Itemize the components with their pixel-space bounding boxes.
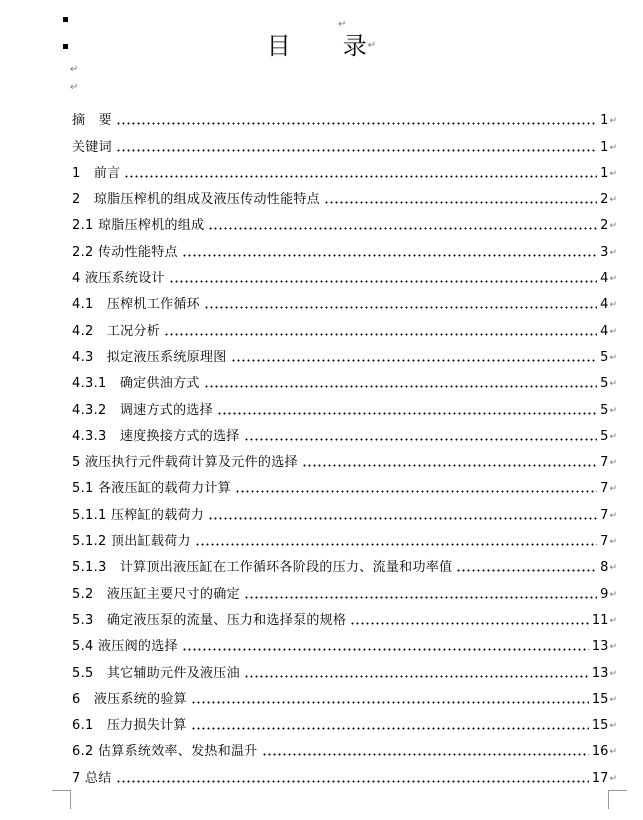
toc-entry-page-number: 5 (600, 428, 609, 444)
toc-entry-page-number: 4 (600, 271, 609, 287)
paragraph-mark-icon: ↵ (609, 142, 617, 153)
paragraph-mark-icon: ↵ (609, 458, 617, 469)
toc-entry[interactable] (72, 339, 617, 365)
toc-entry-label: 5.1.1 压榨缸的载荷力 (72, 507, 205, 523)
toc-entry[interactable] (72, 233, 617, 259)
paragraph-mark-icon: ↵ (609, 300, 617, 311)
toc-entry-label: 6.2 估算系统效率、发热和温升 (72, 744, 258, 760)
paragraph-mark-icon: ↵ (609, 247, 617, 258)
paragraph-mark-icon: ↵ (609, 352, 617, 363)
toc-entry-page-number: 5 (600, 376, 609, 392)
paragraph-mark-icon: ↵ (609, 379, 617, 390)
paragraph-mark-icon: ↵ (609, 484, 617, 495)
dot-leader (244, 664, 589, 678)
paragraph-mark-icon: ↵ (609, 116, 617, 127)
dot-leader (262, 742, 589, 756)
dot-leader (208, 506, 597, 520)
toc-entry[interactable] (72, 759, 617, 785)
dot-leader (169, 269, 597, 283)
toc-entry-page-number: 17 (591, 770, 609, 786)
dot-leader (182, 637, 589, 651)
paragraph-mark-icon: ↵ (609, 326, 617, 337)
toc-entry[interactable] (72, 128, 617, 154)
dot-leader (244, 585, 597, 599)
toc-entry-label: 5.4 液压阀的选择 (72, 639, 178, 655)
toc-entry-page-number: 4 (600, 323, 609, 339)
toc-entry[interactable] (72, 681, 617, 707)
toc-entry[interactable] (72, 391, 617, 417)
toc-entry-page-number: 5 (600, 402, 609, 418)
dot-leader (350, 611, 589, 625)
dot-leader (116, 111, 597, 125)
paragraph-mark-icon: ↵ (609, 563, 617, 574)
dot-leader (164, 322, 597, 336)
dot-leader (231, 348, 598, 362)
toc-entry-label: 2.1 琼脂压榨机的组成 (72, 218, 205, 234)
paragraph-mark-icon: ↵ (609, 615, 617, 626)
dot-leader (204, 295, 597, 309)
paragraph-mark-icon: ↵ (609, 195, 617, 206)
toc-entry-label: 6 液压系统的验算 (72, 691, 187, 707)
paragraph-mark-icon: ↵ (609, 431, 617, 442)
dot-leader (195, 532, 597, 546)
title-part-1: 目 (266, 32, 291, 60)
toc-entry[interactable] (72, 365, 617, 391)
toc-entry-page-number: 9 (600, 586, 609, 602)
dot-leader (302, 453, 597, 467)
toc-entry-page-number: 4 (600, 297, 609, 313)
toc-entry[interactable] (72, 444, 617, 470)
bullet-marker (63, 17, 68, 22)
toc-entry[interactable] (72, 181, 617, 207)
dot-leader (116, 769, 589, 783)
toc-entry-page-number: 2 (600, 218, 609, 234)
toc-entry-label: 4.1 压榨机工作循环 (72, 297, 200, 313)
toc-entry-label: 4.3.3 速度换接方式的选择 (72, 428, 240, 444)
toc-entry[interactable] (72, 575, 617, 601)
toc-entry-label: 4.2 工况分析 (72, 323, 161, 339)
dot-leader (191, 716, 589, 730)
toc-entry-label: 5.1.2 顶出缸载荷力 (72, 534, 191, 550)
title-part-2: 录 (342, 32, 367, 60)
dot-leader (116, 138, 597, 152)
toc-entry[interactable] (72, 102, 617, 128)
toc-entry-page-number: 7 (600, 534, 609, 550)
dot-leader (191, 690, 589, 704)
paragraph-mark-icon: ↵ (609, 274, 617, 285)
paragraph-mark-icon: ↵ (609, 589, 617, 600)
paragraph-mark-icon: ↵ (609, 537, 617, 548)
toc-entry-page-number: 11 (591, 612, 609, 628)
page-corner-mark (608, 790, 627, 809)
toc-entry[interactable] (72, 707, 617, 733)
toc-entry[interactable] (72, 654, 617, 680)
toc-entry-page-number: 15 (591, 718, 609, 734)
toc-entry-label: 2.2 传动性能特点 (72, 244, 178, 260)
paragraph-mark-icon: ↵ (338, 19, 347, 30)
toc-entry[interactable] (72, 733, 617, 759)
paragraph-mark-icon: ↵ (609, 694, 617, 705)
dot-leader (217, 401, 597, 415)
toc-entry-page-number: 15 (591, 691, 609, 707)
dot-leader (456, 558, 597, 572)
toc-entry-label: 4.3.1 确定供油方式 (72, 376, 200, 392)
toc-entry-page-number: 1 (600, 139, 609, 155)
paragraph-mark-icon: ↵ (609, 642, 617, 653)
paragraph-mark-icon: ↵ (609, 747, 617, 758)
toc-entry[interactable] (72, 602, 617, 628)
toc-entry-page-number: 7 (600, 507, 609, 523)
toc-entry[interactable] (72, 155, 617, 181)
paragraph-mark-icon: ↵ (609, 405, 617, 416)
toc-entry-page-number: 16 (591, 744, 609, 760)
toc-entry-page-number: 8 (600, 560, 609, 576)
toc-entry-label: 关键词 (72, 139, 112, 155)
toc-entry[interactable] (72, 496, 617, 522)
toc-entry[interactable] (72, 418, 617, 444)
paragraph-mark-icon: ↵ (609, 668, 617, 679)
paragraph-mark-icon: ↵ (367, 40, 377, 51)
toc-entry[interactable] (72, 312, 617, 338)
toc-entry[interactable] (72, 549, 617, 575)
toc-entry-label: 5.1 各液压缸的载荷力计算 (72, 481, 232, 497)
toc-entry-label: 5.3 确定液压泵的流量、压力和选择泵的规格 (72, 612, 347, 628)
toc-entry-page-number: 2 (600, 192, 609, 208)
toc-entry-label: 5 液压执行元件载荷计算及元件的选择 (72, 455, 298, 471)
toc-entry-page-number: 7 (600, 455, 609, 471)
paragraph-mark-icon: ↵ (70, 82, 79, 93)
toc-entry-page-number: 7 (600, 481, 609, 497)
dot-leader (235, 479, 597, 493)
toc-entry-label: 5.5 其它辅助元件及液压油 (72, 665, 240, 681)
paragraph-mark-icon: ↵ (609, 510, 617, 521)
toc-entry-label: 4 液压系统设计 (72, 271, 165, 287)
dot-leader (244, 427, 598, 441)
toc-entry-label: 摘 要 (72, 113, 112, 129)
toc-entry-page-number: 3 (600, 244, 609, 260)
toc-entry-label: 6.1 压力损失计算 (72, 718, 187, 734)
page-corner-mark (52, 790, 71, 809)
toc-entry-label: 7 总结 (72, 770, 112, 786)
dot-leader (204, 374, 597, 388)
toc-entry-page-number: 5 (600, 349, 609, 365)
paragraph-mark-icon: ↵ (70, 64, 79, 75)
toc-entry[interactable] (72, 286, 617, 312)
toc-entry[interactable] (72, 523, 617, 549)
toc-entry[interactable] (72, 207, 617, 233)
paragraph-mark-icon: ↵ (609, 721, 617, 732)
toc-title (0, 30, 643, 62)
toc-entry-label: 2 琼脂压榨机的组成及液压传动性能特点 (72, 192, 320, 208)
toc-entry-label: 5.1.3 计算顶出液压缸在工作循环各阶段的压力、流量和功率值 (72, 560, 453, 576)
toc-entry-page-number: 13 (591, 639, 609, 655)
dot-leader (124, 164, 597, 178)
toc-entry-page-number: 1 (600, 165, 609, 181)
dot-leader (324, 190, 597, 204)
paragraph-mark-icon: ↵ (609, 773, 617, 784)
toc-entry-page-number: 13 (591, 665, 609, 681)
toc-entry-label: 5.2 液压缸主要尺寸的确定 (72, 586, 240, 602)
toc-entry[interactable] (72, 260, 617, 286)
toc-entry[interactable] (72, 628, 617, 654)
toc-entry-label: 4.3 拟定液压系统原理图 (72, 349, 227, 365)
paragraph-mark-icon: ↵ (609, 168, 617, 179)
dot-leader (182, 243, 597, 257)
paragraph-mark-icon: ↵ (609, 221, 617, 232)
dot-leader (208, 216, 597, 230)
toc-entry-label: 1 前言 (72, 165, 121, 181)
toc-entry-page-number: 1 (600, 113, 609, 129)
table-of-contents (72, 102, 617, 786)
toc-entry-label: 4.3.2 调速方式的选择 (72, 402, 213, 418)
toc-entry[interactable] (72, 470, 617, 496)
